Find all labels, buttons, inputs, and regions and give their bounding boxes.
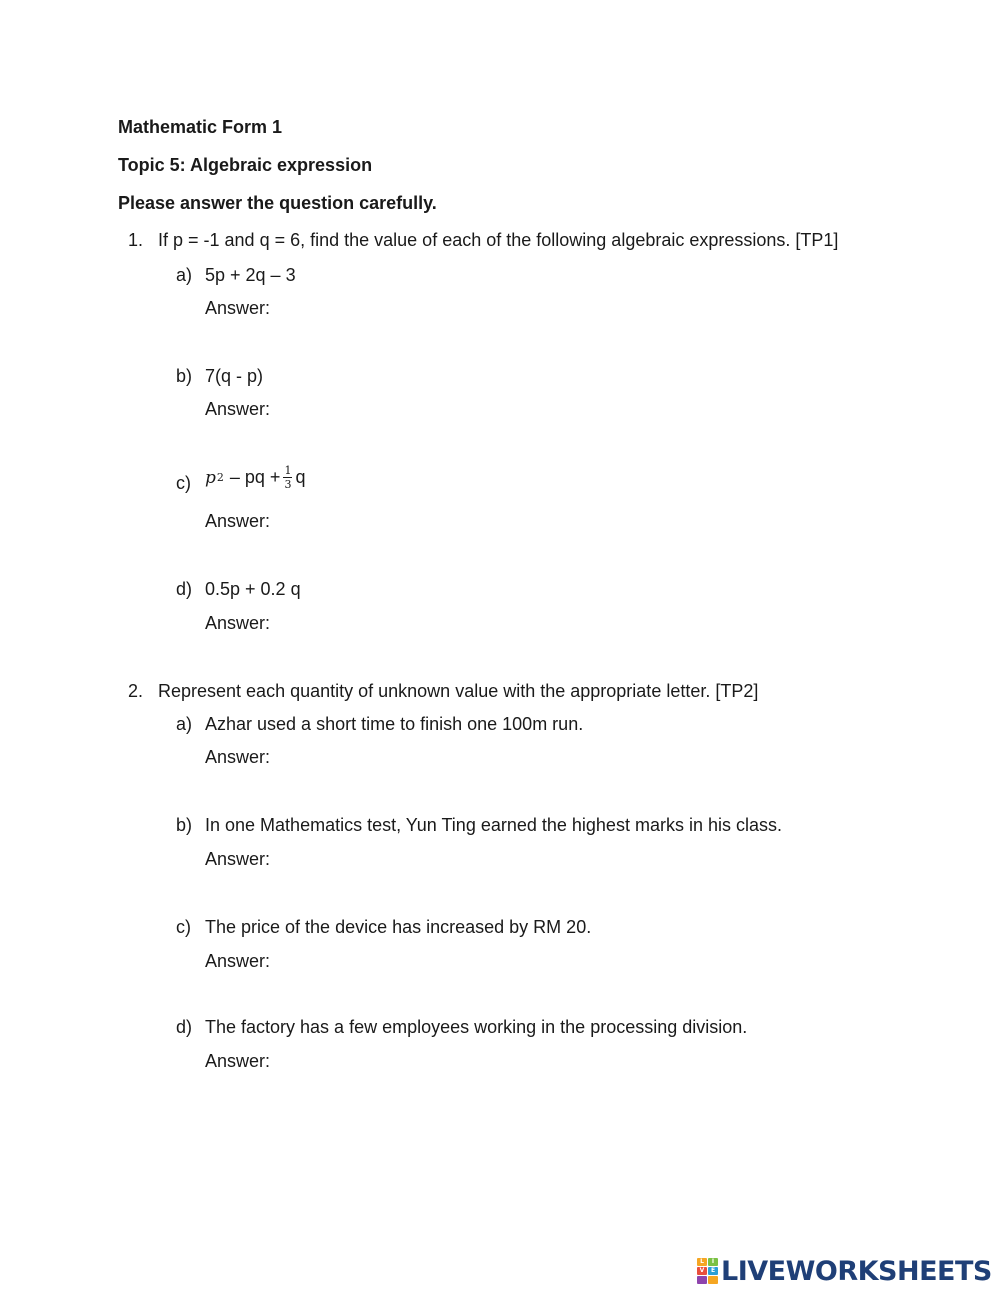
fraction-denominator: 3 <box>284 478 292 491</box>
q2-part-a-text: Azhar used a short time to finish one 100m run. <box>205 714 584 734</box>
logo-mark-icon <box>697 1258 718 1284</box>
q1-part-a-expression: 5p + 2q – 3 <box>205 265 296 285</box>
q1-part-c-expression <box>205 465 305 490</box>
q2-part-c-text: The price of the device has increased by RM 20. <box>205 917 592 937</box>
math-variable-p: p <box>205 467 216 488</box>
instruction-text: Please answer the question carefully. <box>118 193 437 213</box>
logo-mark-cell-l: L <box>697 1258 707 1266</box>
logo-mark-cell <box>697 1276 707 1284</box>
q1-part-b-answer: Answer: <box>205 399 271 419</box>
q2-part-c-answer: Answer: <box>205 951 271 971</box>
q2-part-d-answer: Answer: <box>205 1051 271 1071</box>
q2-part-b-text: In one Mathematics test, Yun Ting earned the highest marks in his class. <box>205 815 782 835</box>
q2-part-d-text: The factory has a few employees working in the processing division. <box>205 1017 748 1037</box>
topic-heading: Topic 5: Algebraic expression <box>118 155 373 175</box>
question-1-number: 1. <box>128 230 144 250</box>
fraction-numerator: 1 <box>284 464 292 477</box>
question-1-text: If p = -1 and q = 6, find the value of each of the following algebraic expressions. [TP1] <box>158 230 839 250</box>
logo-mark-cell-i: I <box>708 1258 718 1266</box>
q1-part-d-label: d) <box>176 579 193 599</box>
q2-part-b-answer: Answer: <box>205 849 271 869</box>
question-2-number: 2. <box>128 681 144 701</box>
q1-part-b-expression: 7(q - p) <box>205 366 264 386</box>
q1-part-c-label: c) <box>176 473 191 493</box>
q2-part-a-answer: Answer: <box>205 747 271 767</box>
document-title: Mathematic Form 1 <box>118 117 283 137</box>
logo-mark-cell-v: V <box>697 1267 707 1275</box>
question-2-text: Represent each quantity of unknown value with the appropriate letter. [TP2] <box>158 681 759 701</box>
q2-part-d-label: d) <box>176 1017 193 1037</box>
q1-part-a-answer: Answer: <box>205 298 271 318</box>
logo-text: LIVEWORKSHEETS <box>721 1255 992 1287</box>
logo-mark-cell <box>708 1276 718 1284</box>
q1-part-a-label: a) <box>176 265 193 285</box>
q1-part-d-expression: 0.5p + 0.2 q <box>205 579 301 599</box>
q1-part-c-answer: Answer: <box>205 511 271 531</box>
math-exponent: 2 <box>216 471 224 484</box>
math-middle-terms: – pq + <box>229 467 281 487</box>
q2-part-c-label: c) <box>176 917 191 937</box>
q2-part-b-label: b) <box>176 815 193 835</box>
math-tail-term: q <box>295 467 306 487</box>
liveworksheets-logo <box>697 1256 992 1286</box>
logo-mark-cell-e: E <box>708 1267 718 1275</box>
q2-part-a-label: a) <box>176 714 193 734</box>
q1-part-d-answer: Answer: <box>205 613 271 633</box>
q1-part-b-label: b) <box>176 366 193 386</box>
math-fraction <box>283 465 292 490</box>
